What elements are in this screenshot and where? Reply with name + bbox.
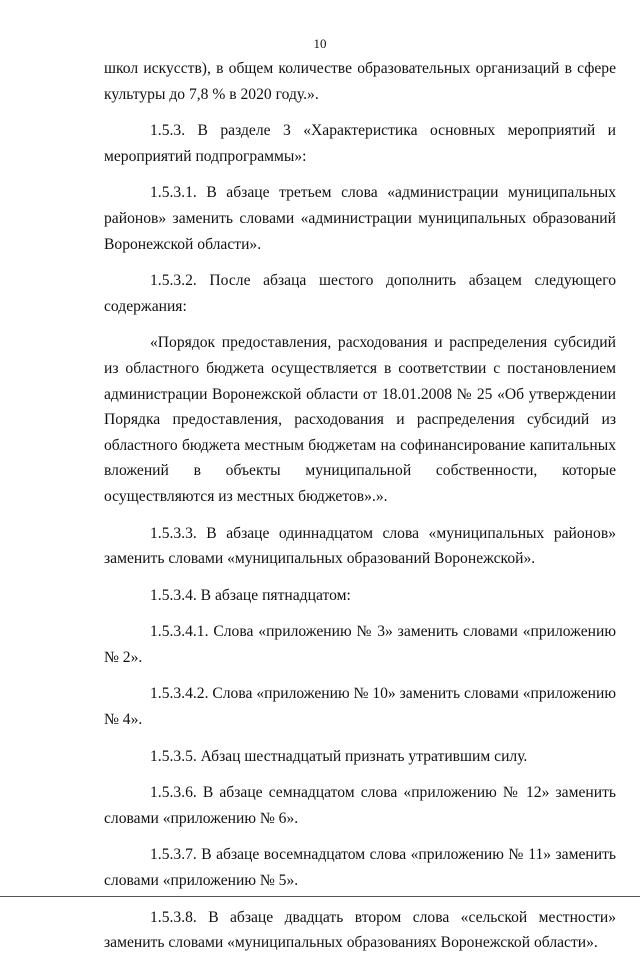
- paragraph-1-5-3-6: 1.5.3.6. В абзаце семнадцатом слова «приложению № 12» заменить словами «приложению № 6».: [104, 784, 616, 827]
- paragraph-1-5-3-1: 1.5.3.1. В абзаце третьем слова «администрации муниципальных районов» заменить словами «администрации муниципальных образований Воронежской области».: [104, 184, 616, 253]
- scan-edge-divider: [0, 896, 640, 897]
- paragraph-1-5-3-4-2: 1.5.3.4.2. Слова «приложению № 10» заменить словами «приложению № 4».: [104, 685, 616, 729]
- paragraph-1-5-3-3: 1.5.3.3. В абзаце одиннадцатом слова «муниципальных районов» заменить словами «муниципальных образований Воронежской».: [104, 524, 616, 568]
- paragraph-1-5-3-5: 1.5.3.5. Абзац шестнадцатый признать утратившим силу.: [150, 747, 528, 765]
- document-body: [104, 56, 616, 956]
- paragraph-quote: «Порядок предоставления, расходования и распределения субсидий из областного бюджета осуществляется в соответствии с постановлением администрации Воронежской области от 18.01.2008 № 25 «Об утверждении Порядка предоставления, расходования и распределения субсидий из областного бюджета местным бюджетам на софинансирование капитальных вложений в объекты муниципальной собственности, которые осуществляются из местных бюджетов».».: [104, 334, 616, 505]
- paragraph-1-5-3-7: 1.5.3.7. В абзаце восемнадцатом слова «приложению № 11» заменить словами «приложению № 5».: [104, 846, 616, 890]
- paragraph-1-5-3-2: 1.5.3.2. После абзаца шестого дополнить абзацем следующего содержания:: [104, 272, 616, 315]
- paragraph-1-5-3: 1.5.3. В разделе 3 «Характеристика основных мероприятий и мероприятий подпрограммы»:: [104, 122, 616, 165]
- paragraph-1-5-3-8: 1.5.3.8. В абзаце двадцать втором слова «сельской местности» заменить словами «муниципальных образованиях Воронежской области».: [104, 908, 616, 952]
- page-number: 10: [313, 36, 327, 51]
- paragraph-continuation: школ искусств), в общем количестве образовательных организаций в сфере культуры до 7,8 % в 2020 году.».: [104, 60, 616, 103]
- paragraph-1-5-3-4-1: 1.5.3.4.1. Слова «приложению № 3» заменить словами «приложению № 2».: [104, 623, 616, 666]
- paragraph-1-5-3-4: 1.5.3.4. В абзаце пятнадцатом:: [150, 586, 351, 604]
